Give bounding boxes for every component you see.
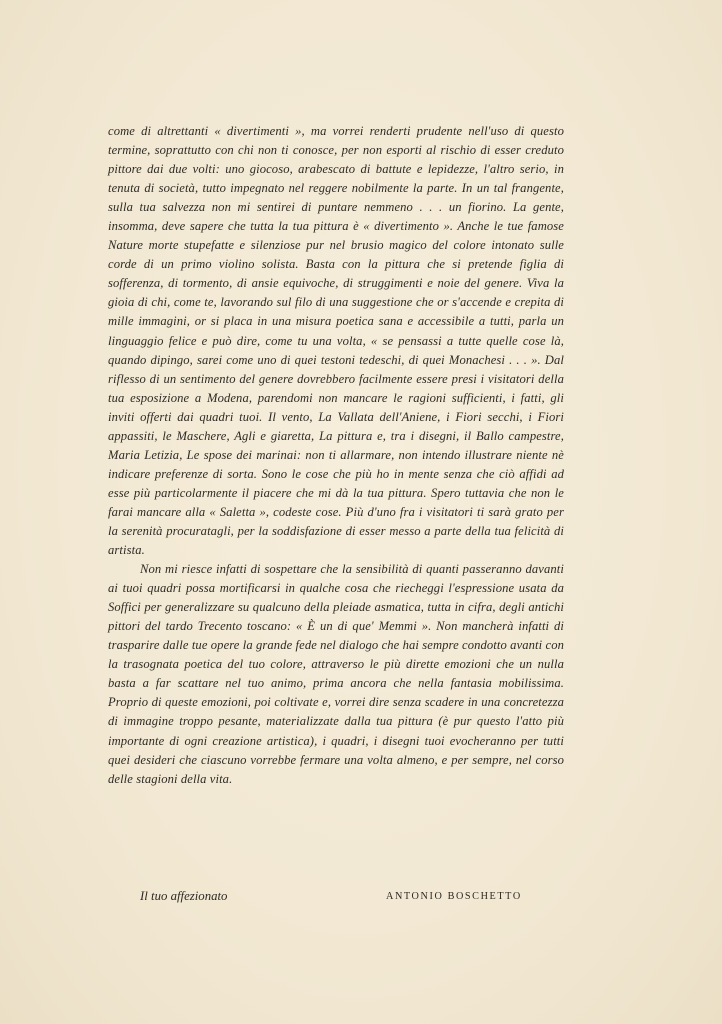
letter-body [108,122,564,789]
author-signature: ANTONIO BOSCHETTO [386,891,522,902]
letter-signoff [140,886,560,906]
letter-paragraph-1: come di altrettanti « divertimenti », ma vorrei renderti prudente nell'uso di questo termine, soprattutto con chi non ti conosce, per non esporti al rischio di esser creduto pittore dai due volti: uno giocoso, arabescato di battute e lepidezze, l'altro serio, in tenuta di società, tutto impegnato nel reggere nobilmente la parte. In un tal frangente, sulla tua salvezza non mi sentirei di puntare nemmeno . . . un fiorino. La gente, insomma, deve sapere che tutta la tua pittura è « divertimento ». Anche le tue famose Nature morte stupefatte e silenziose pur nel brusio magico del colore intonato sulle corde di un primo violino solista. Basta con la pittura che si pretende figlia di sofferenza, di tormento, di ansie equivoche, di struggimenti e noie del genere. Viva la gioia di chi, come te, lavorando sul filo di una suggestione che or s'accende e crepita di mille immagini, or si placa in una misura poetica sana e accessibile a tutti, parla un linguaggio felice e può dire, come tu una volta, « se pensassi a tutte quelle cose là, quando dipingo, sarei come uno di quei testoni tedeschi, di quei Monachesi . . . ». Dal riflesso di un sentimento del genere dovrebbero facilmente essere presi i visitatori della tua esposizione a Modena, parendomi non mancare le ragioni sufficienti, i fatti, gli inviti offerti dai quadri tuoi. Il vento, La Vallata dell'Aniene, i Fiori secchi, i Fiori appassiti, le Maschere, Agli e giaretta, La pittura e, tra i disegni, il Ballo campestre, Maria Letizia, Le spose dei marinai: non ti allarmare, non intendo illustrare niente nè indicare preferenze di sorta. Sono le cose che più ho in mente senza che ciò affidi ad esse più particolarmente il piacere che mi dà la tua pittura. Spero tuttavia che non le farai mancare alla « Saletta », codeste cose. Più d'uno fra i visitatori ti sarà grato per la serenità procuratagli, per la soddisfazione di esser messo a parte della tua felicità di artista. [108,124,564,558]
closing-salutation: Il tuo affezionato [140,889,228,903]
letter-paragraph-2: Non mi riesce infatti di sospettare che la sensibilità di quanti passeranno davanti ai tuoi quadri possa mortificarsi in qualche cosa che riecheggi l'espressione usata da Soffici per generalizzare su qualcuno della pleiade asmatica, tutta in cifra, degli antichi pittori del tardo Trecento toscano: « È un di que' Memmi ». Non mancherà infatti di trasparire dalle tue opere la grande fede nel dialogo che hai sempre condotto avanti con la trasognata poetica del tuo colore, attraverso le più dirette emozioni che un nulla basta a far scattare nel tuo animo, prima ancora che nella fantasia mobilissima. Proprio di queste emozioni, poi coltivate e, vorrei dire senza scadere in una concretezza di immagine troppo pesante, materializzate dalla tua pittura (è pur questo l'atto più importante di ogni creazione artistica), i quadri, i disegni tuoi evocheranno per tutti quei desideri che ciascuno vorrebbe fermare una volta almeno, e per sempre, nel corso delle stagioni della vita. [108,562,564,786]
